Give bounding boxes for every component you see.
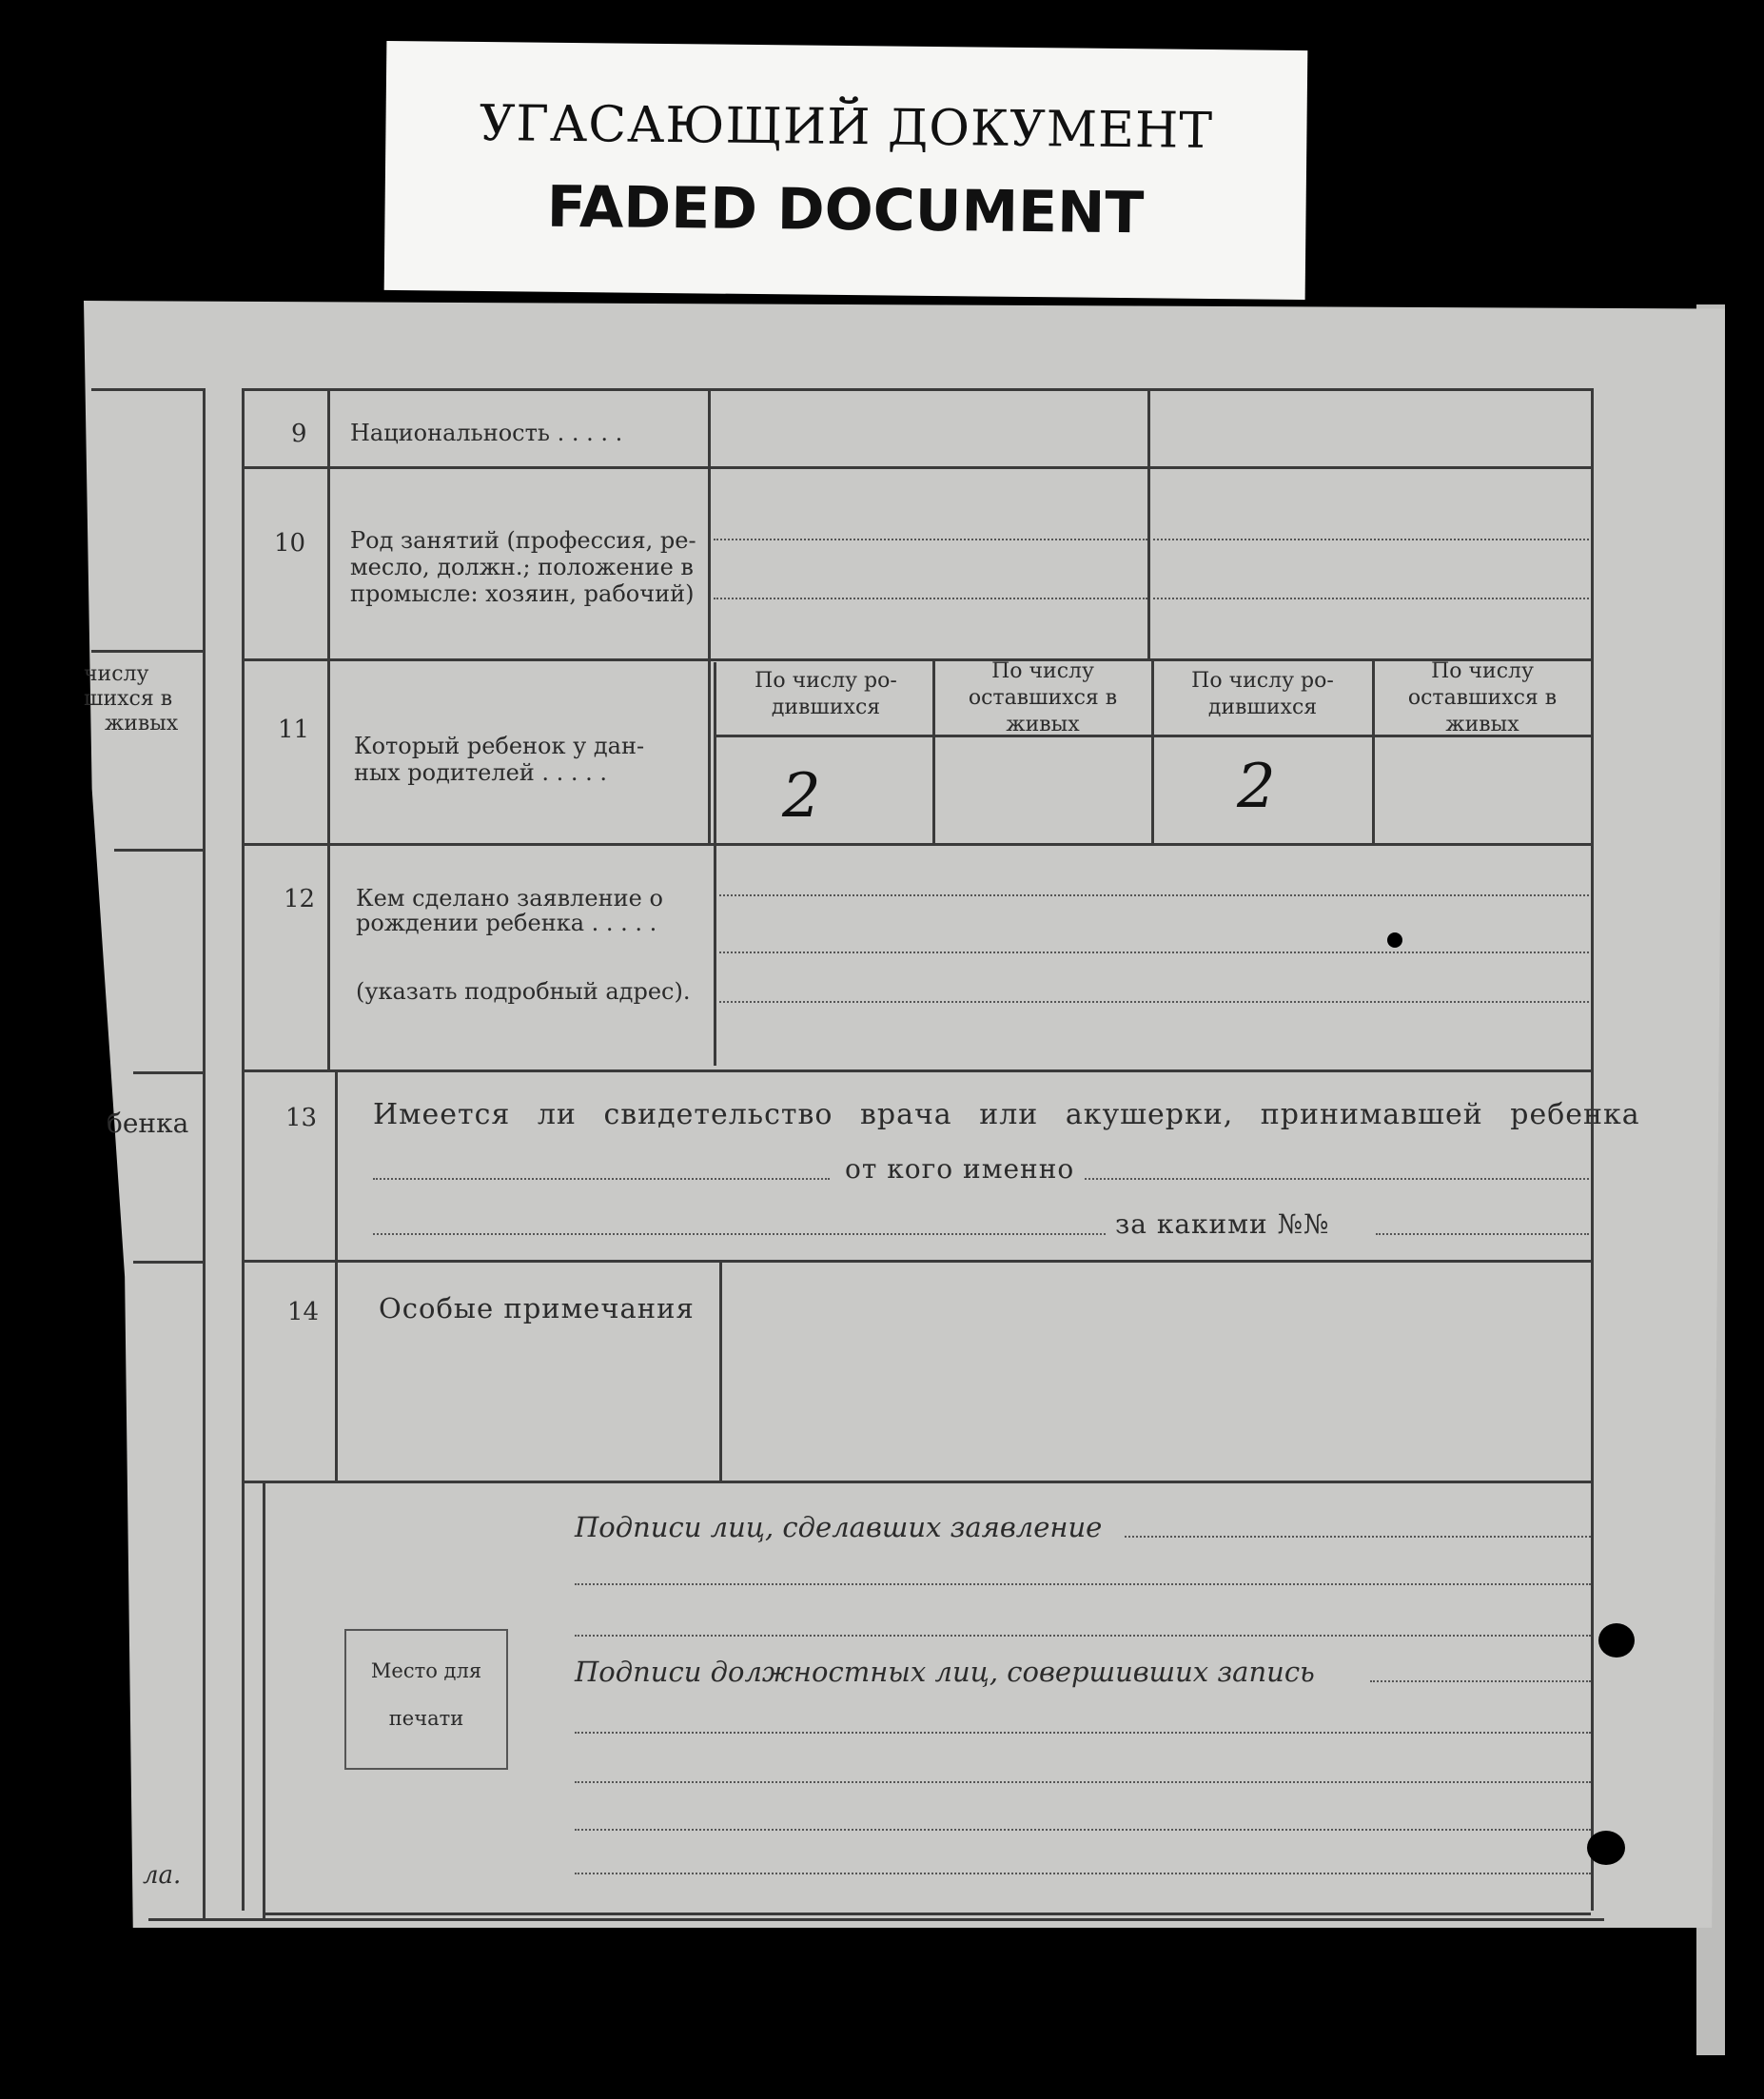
signature-line — [575, 1781, 1591, 1783]
row-label: Который ребенок у дан- — [354, 733, 645, 759]
fragment-line — [133, 1071, 203, 1074]
fill-line — [1085, 1178, 1589, 1180]
binding-hole — [1598, 1623, 1635, 1658]
column-header: По числу оставшихся в живых — [1407, 659, 1558, 736]
left-fragment: числу — [84, 662, 149, 686]
left-fragment: шихся в — [84, 687, 173, 711]
row-label: Род занятий (профессия, ре- — [350, 527, 696, 554]
row-number: 12 — [284, 885, 316, 913]
row-separator — [242, 1069, 1591, 1072]
row-text: за какими №№ — [1115, 1208, 1330, 1240]
label-russian: УГАСАЮЩИЙ ДОКУМЕНТ — [479, 94, 1214, 161]
signature-officials-label: Подписи должностных лиц, совершивших запись — [575, 1656, 1315, 1688]
row-separator — [242, 1481, 1591, 1483]
signature-line — [575, 1829, 1591, 1831]
row-number: 9 — [291, 420, 307, 448]
num-col-divider — [327, 388, 330, 1069]
table-top — [242, 388, 1593, 391]
signature-applicants-label: Подписи лиц, сделавших заявление — [575, 1511, 1103, 1543]
faded-document-label — [384, 41, 1308, 300]
table-right — [1591, 388, 1594, 1911]
handwritten-value: 2 — [782, 761, 821, 832]
row-label: Особые примечания — [379, 1292, 695, 1324]
row-label: ных родителей . . . . . — [354, 759, 608, 786]
signature-line — [575, 1635, 1591, 1637]
binding-hole — [1587, 1831, 1625, 1865]
fragment-line — [91, 388, 203, 391]
fill-line — [1153, 598, 1589, 599]
row-text: от кого именно — [845, 1153, 1075, 1185]
stamp-placeholder — [344, 1629, 508, 1770]
sub-col-divider — [932, 658, 935, 843]
fill-line — [714, 539, 1147, 540]
label-col-divider — [719, 1260, 722, 1481]
row-number: 14 — [287, 1298, 320, 1326]
sub-col-divider — [1151, 658, 1154, 843]
fill-line — [714, 598, 1147, 599]
middle-divider — [1147, 388, 1150, 658]
fill-line — [373, 1233, 1106, 1235]
label-col-divider — [714, 662, 716, 1066]
row-label: Национальность . . . . . — [350, 420, 623, 446]
left-fragment: ла. — [143, 1861, 182, 1890]
stamp-label: печати — [388, 1707, 464, 1730]
sign-frame-bottom — [263, 1913, 1591, 1915]
handwritten-value: 2 — [1237, 752, 1276, 822]
label-english: FADED DOCUMENT — [546, 173, 1145, 247]
table-outer-left — [242, 388, 245, 1911]
fragment-line — [114, 849, 203, 852]
fill-line — [719, 1001, 1589, 1003]
row-number: 11 — [278, 716, 310, 744]
row-separator — [242, 466, 1591, 469]
signature-line — [1125, 1536, 1591, 1538]
sub-col-divider — [1372, 658, 1375, 843]
ink-spot — [1387, 932, 1402, 948]
sign-frame-left — [263, 1481, 265, 1918]
bottom-frame — [148, 1918, 1604, 1921]
fill-line — [1376, 1233, 1589, 1235]
row-label: промысле: хозяин, рабочий) — [350, 580, 695, 607]
fill-line — [719, 951, 1589, 953]
fragment-line — [133, 1261, 203, 1264]
row-separator — [242, 1260, 1591, 1263]
row-number: 10 — [274, 529, 306, 558]
signature-line — [575, 1732, 1591, 1734]
row-number: 13 — [285, 1104, 318, 1132]
left-fragment: живых — [105, 712, 179, 736]
stamp-label: Место для — [370, 1659, 482, 1682]
fragment-line — [91, 650, 203, 653]
signature-line — [575, 1583, 1591, 1585]
fill-line — [373, 1178, 830, 1180]
signature-line — [575, 1873, 1591, 1874]
column-header: По числу ро- дившихся — [755, 669, 897, 719]
column-header: По числу оставшихся в живых — [968, 659, 1118, 736]
column-header: По числу ро- дившихся — [1191, 669, 1334, 719]
left-column-border — [203, 388, 206, 1920]
signature-line — [1370, 1680, 1591, 1682]
row-label: месло, должн.; положение в — [350, 554, 694, 580]
fill-line — [1153, 539, 1589, 540]
num-col-divider — [335, 1069, 338, 1481]
row-text: Имеется ли свидетельство врача или акушерки, принимавшей ребенка — [373, 1098, 1640, 1131]
left-fragment: бенка — [107, 1108, 189, 1139]
label-col-divider — [708, 388, 711, 845]
row-label: Кем сделано заявление о — [356, 885, 663, 912]
row-separator — [242, 843, 1591, 846]
row-label: рождении ребенка . . . . . — [356, 910, 657, 936]
fill-line — [719, 894, 1589, 896]
row-label: (указать подробный адрес). — [356, 978, 691, 1005]
